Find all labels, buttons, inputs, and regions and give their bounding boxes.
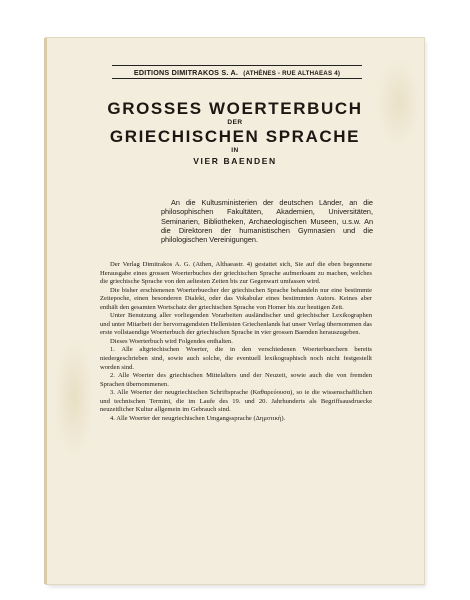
publisher-address: (ATHÈNES - RUE ALTHAEAS 4) [243, 70, 341, 77]
paper-stain [54, 338, 94, 458]
publisher-name: EDITIONS DIMITRAKOS S. A. [133, 68, 239, 77]
body-text [100, 261, 372, 423]
title-line-3: GRIECHISCHEN SPRACHE [109, 127, 361, 146]
title-block [46, 99, 424, 167]
body-paragraph: Dieses Woerterbuch wird Folgendes enthalten. [110, 337, 233, 345]
intro-address [161, 198, 373, 244]
intro-text: An die Kultusministerien der deutschen Länder, an die philosophischen Fakultäten, Akademien, Universitäten, Seminarien, Bibliotheken, Archaeologischen Museen, u.s.w. An die Direktoren der humanistischen Gymnasien und die philologischen Vereinigungen. [161, 198, 373, 245]
body-paragraph: Die bisher erschienenen Woerterbuecher der griechischen Sprache behandeln nur eine bestimmte Zeitepoche, einen besonderen Dialekt, oder das Vokabular eines bestimmten Autors. Keines aber enthält den gesamten Wortschatz der griechischen Sprache von Homer bis zur heutigen Zeit. [100, 286, 372, 311]
title-line-5: VIER BAENDEN [193, 156, 277, 166]
title-line-4: IN [231, 147, 239, 154]
list-item: 3. Alle Woerter der neugriechischen Schriftsprache (Καθαρεύουσα), so ie die wissenschaftlichen und technischen Termini, die im Laufe des 19. und 20. Jahrhunderts als Begriffsausdruecke neuzeitlicher Kultur allgemein im Gebrauch sind. [100, 389, 372, 414]
title-line-2: DER [227, 119, 243, 126]
list-item: 2. Alle Woerter des griechischen Mittelalters und der Neuzeit, sowie auch die von fremden Sprachen übernommenen. [100, 372, 372, 388]
body-paragraph: Unter Benutzung aller vorliegenden Vorarbeiten ausländischer und griechischer Lexikographen und unter Mitarbeit der hervorragendsten Hellenisten Griechenlands hat unser Verlag übernommen das erste vollstaendige Woerterbuch der griechischen Sprache in vier grossen Baenden herauszugeben. [100, 312, 372, 337]
list-item: 4. Alle Woerter der neugriechischen Umgangssprache (Δημοτική). [110, 414, 286, 422]
list-item: 1. Alle altgriechischen Woerter, die in den verschiedenen Woerterbuechern bereits niedergeschrieben sind, sowie auch solche, die eventuell lexikographisch noch nicht festgestellt worden sind. [100, 346, 372, 371]
title-line-1: GROSSES WOERTERBUCH [107, 99, 363, 118]
document-page [46, 38, 424, 584]
body-paragraph: Der Verlag Dimitrakos A. G. (Athen, Althaeastr. 4) gestattet sich, Sie auf die eben begonnene Herausgabe eines grossen Woerterbuches der griechischen Sprache aufmerksam zu machen, welches die griechische Sprache von den aeltesten Zeiten bis zur Gegenwart umfassen wird. [100, 261, 372, 286]
publisher-header [112, 65, 362, 79]
